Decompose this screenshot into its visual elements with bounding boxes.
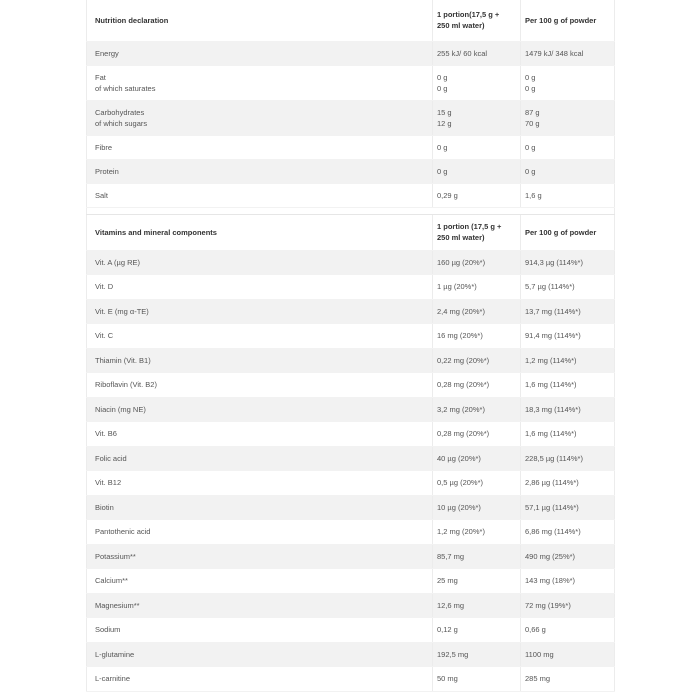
row-label [87, 100, 433, 135]
row-per100-value: 490 mg (25%*) [525, 551, 576, 561]
row-label-value: Vit. C [95, 331, 114, 341]
row-per100-value: 228,5 µg (114%*) [525, 453, 583, 463]
table-row [87, 593, 615, 618]
row-portion [433, 618, 521, 643]
row-portion [433, 65, 521, 100]
row-label [87, 183, 433, 207]
header-portion [433, 214, 521, 250]
row-portion [433, 544, 521, 569]
row-label-value: Riboflavin (Vit. B2) [95, 380, 157, 390]
row-label [87, 642, 433, 667]
row-portion [433, 159, 521, 183]
row-label-value: Protein [95, 166, 119, 176]
table-row [87, 324, 615, 349]
row-portion-value: 1 µg (20%*) [437, 282, 477, 292]
row-label [87, 250, 433, 275]
header-label [87, 214, 433, 250]
header-portion-value: 1 portion(17,5 g + 250 ml water) [437, 10, 500, 31]
row-per100-value: 0 g [525, 72, 536, 82]
table-row [87, 183, 615, 207]
row-portion [433, 642, 521, 667]
row-portion-value: 10 µg (20%*) [437, 502, 481, 512]
row-label-value: Biotin [95, 502, 114, 512]
table-row [87, 446, 615, 471]
row-label-value: Pantothenic acid [95, 527, 151, 537]
row-label [87, 324, 433, 349]
row-per100 [521, 324, 615, 349]
row-portion-value: 0 g [437, 142, 448, 152]
row-portion-value: 0,22 mg (20%*) [437, 355, 490, 365]
row-label-value: Folic acid [95, 453, 127, 463]
row-label [87, 159, 433, 183]
table-row [87, 642, 615, 667]
row-per100 [521, 250, 615, 275]
row-portion [433, 183, 521, 207]
row-label [87, 65, 433, 100]
row-portion-value: 0,28 mg (20%*) [437, 429, 490, 439]
row-portion-value: 0,28 mg (20%*) [437, 380, 490, 390]
row-per100 [521, 520, 615, 545]
row-portion [433, 299, 521, 324]
row-label-value: Vit. B6 [95, 429, 117, 439]
row-label-value: Energy [95, 48, 119, 58]
row-label-value: Vit. D [95, 282, 114, 292]
row-label-value: Potassium** [95, 551, 136, 561]
row-per100-value: 143 mg (18%*) [525, 576, 576, 586]
row-portion-value: 40 µg (20%*) [437, 453, 481, 463]
row-label-value: Salt [95, 190, 108, 200]
header-label-value: Nutrition declaration [95, 15, 169, 25]
row-per100-value: 2,86 µg (114%*) [525, 478, 579, 488]
row-portion-value: 3,2 mg (20%*) [437, 404, 485, 414]
row-label-value: L-glutamine [95, 649, 135, 659]
row-label [87, 667, 433, 692]
row-per100 [521, 183, 615, 207]
row-label-value: Carbohydrates [95, 107, 145, 117]
table-row [87, 100, 615, 135]
row-label [87, 299, 433, 324]
row-label [87, 275, 433, 300]
row-per100-value: 285 mg [525, 674, 551, 684]
row-label [87, 593, 433, 618]
header-per100-value: Per 100 g of powder [525, 227, 597, 237]
vitamins-header-row [87, 214, 615, 250]
row-per100 [521, 159, 615, 183]
table-row [87, 667, 615, 692]
row-per100 [521, 471, 615, 496]
row-per100-value: 0,66 g [525, 625, 546, 635]
row-portion [433, 41, 521, 65]
row-per100 [521, 495, 615, 520]
row-portion-value: 255 kJ/ 60 kcal [437, 48, 488, 58]
row-label [87, 569, 433, 594]
row-per100-value: 5,7 µg (114%*) [525, 282, 575, 292]
row-per100-value: 6,86 mg (114%*) [525, 527, 581, 537]
row-per100 [521, 569, 615, 594]
row-per100 [521, 397, 615, 422]
nutrition-header-row [87, 0, 615, 41]
row-portion [433, 324, 521, 349]
row-portion-subvalue: 0 g [437, 83, 448, 93]
table-row [87, 135, 615, 159]
table-row [87, 397, 615, 422]
row-portion-value: 25 mg [437, 576, 458, 586]
row-per100-value: 914,3 µg (114%*) [525, 257, 583, 267]
row-label-value: Thiamin (Vit. B1) [95, 355, 151, 365]
row-label-value: Vit. A (µg RE) [95, 257, 141, 267]
table-row [87, 422, 615, 447]
row-portion [433, 100, 521, 135]
row-portion [433, 569, 521, 594]
row-per100 [521, 41, 615, 65]
row-label-value: Vit. E (mg α-TE) [95, 306, 149, 316]
row-portion [433, 275, 521, 300]
row-per100 [521, 65, 615, 100]
row-per100-value: 72 mg (19%*) [525, 600, 571, 610]
row-per100 [521, 544, 615, 569]
row-portion-value: 1,2 mg (20%*) [437, 527, 485, 537]
section-divider [87, 207, 615, 214]
row-per100 [521, 593, 615, 618]
table-row [87, 159, 615, 183]
row-portion-subvalue: 12 g [437, 118, 452, 128]
row-label [87, 373, 433, 398]
row-portion [433, 348, 521, 373]
row-portion [433, 373, 521, 398]
row-per100-value: 18,3 mg (114%*) [525, 404, 581, 414]
row-label-value: L-carnitine [95, 674, 131, 684]
divider-cell [87, 207, 615, 214]
row-per100-value: 0 g [525, 142, 536, 152]
nutrition-table [86, 0, 615, 692]
row-label [87, 520, 433, 545]
row-per100-value: 87 g [525, 107, 540, 117]
header-label [87, 0, 433, 41]
row-label-subvalue: of which saturates [95, 83, 156, 93]
row-label [87, 41, 433, 65]
row-label-value: Vit. B12 [95, 478, 122, 488]
row-portion-value: 0,5 µg (20%*) [437, 478, 484, 488]
row-label [87, 135, 433, 159]
row-label [87, 397, 433, 422]
row-portion-value: 12,6 mg [437, 600, 465, 610]
table-row [87, 348, 615, 373]
header-per100-value: Per 100 g of powder [525, 15, 597, 25]
row-portion-value: 0 g [437, 72, 448, 82]
table-row [87, 250, 615, 275]
row-portion-value: 0 g [437, 166, 448, 176]
row-portion-value: 15 g [437, 107, 452, 117]
row-per100-value: 1,2 mg (114%*) [525, 355, 577, 365]
row-label-value: Fat [95, 72, 106, 82]
row-portion-value: 192,5 mg [437, 649, 469, 659]
table-row [87, 618, 615, 643]
row-per100 [521, 348, 615, 373]
row-portion-value: 50 mg [437, 674, 458, 684]
row-per100 [521, 422, 615, 447]
row-per100-value: 91,4 mg (114%*) [525, 331, 581, 341]
row-label-value: Fibre [95, 142, 113, 152]
row-portion [433, 422, 521, 447]
row-per100-subvalue: 70 g [525, 118, 540, 128]
row-per100 [521, 373, 615, 398]
row-portion [433, 495, 521, 520]
row-portion-value: 160 µg (20%*) [437, 257, 486, 267]
row-label-subvalue: of which sugars [95, 118, 148, 128]
row-label [87, 446, 433, 471]
row-portion-value: 16 mg (20%*) [437, 331, 483, 341]
row-label-value: Magnesium** [95, 600, 140, 610]
header-per100 [521, 0, 615, 41]
header-per100 [521, 214, 615, 250]
row-per100 [521, 275, 615, 300]
row-per100-subvalue: 0 g [525, 83, 536, 93]
table-row [87, 520, 615, 545]
row-portion [433, 667, 521, 692]
row-portion [433, 397, 521, 422]
row-per100 [521, 667, 615, 692]
row-label [87, 471, 433, 496]
row-portion [433, 446, 521, 471]
row-per100-value: 0 g [525, 166, 536, 176]
row-label-value: Niacin (mg NE) [95, 404, 146, 414]
nutrition-table-container [86, 0, 614, 700]
row-per100-value: 1479 kJ/ 348 kcal [525, 48, 584, 58]
table-row [87, 373, 615, 398]
header-portion-value: 1 portion (17,5 g + 250 ml water) [437, 222, 502, 242]
row-portion-value: 0,29 g [437, 190, 458, 200]
row-per100 [521, 618, 615, 643]
header-label-value: Vitamins and mineral components [95, 227, 217, 237]
row-label [87, 495, 433, 520]
table-row [87, 569, 615, 594]
row-per100-value: 1,6 g [525, 190, 542, 200]
row-per100 [521, 299, 615, 324]
row-per100-value: 1100 mg [525, 649, 554, 659]
row-portion [433, 593, 521, 618]
row-label [87, 422, 433, 447]
table-row [87, 275, 615, 300]
row-portion-value: 0,12 g [437, 625, 458, 635]
row-per100-value: 13,7 mg (114%*) [525, 306, 581, 316]
row-label [87, 348, 433, 373]
row-portion [433, 520, 521, 545]
row-portion [433, 250, 521, 275]
row-per100 [521, 446, 615, 471]
row-per100 [521, 642, 615, 667]
table-row [87, 495, 615, 520]
table-row [87, 544, 615, 569]
row-portion [433, 135, 521, 159]
row-per100 [521, 100, 615, 135]
row-label [87, 544, 433, 569]
row-label-value: Calcium** [95, 576, 128, 586]
row-portion-value: 2,4 mg (20%*) [437, 306, 485, 316]
row-label-value: Sodium [95, 625, 121, 635]
table-row [87, 299, 615, 324]
row-portion-value: 85,7 mg [437, 551, 465, 561]
row-per100-value: 57,1 µg (114%*) [525, 502, 579, 512]
row-portion [433, 471, 521, 496]
row-per100-value: 1,6 mg (114%*) [525, 380, 577, 390]
header-portion [433, 0, 521, 41]
table-row [87, 65, 615, 100]
row-label [87, 618, 433, 643]
table-row [87, 41, 615, 65]
row-per100-value: 1,6 mg (114%*) [525, 429, 577, 439]
table-row [87, 471, 615, 496]
row-per100 [521, 135, 615, 159]
